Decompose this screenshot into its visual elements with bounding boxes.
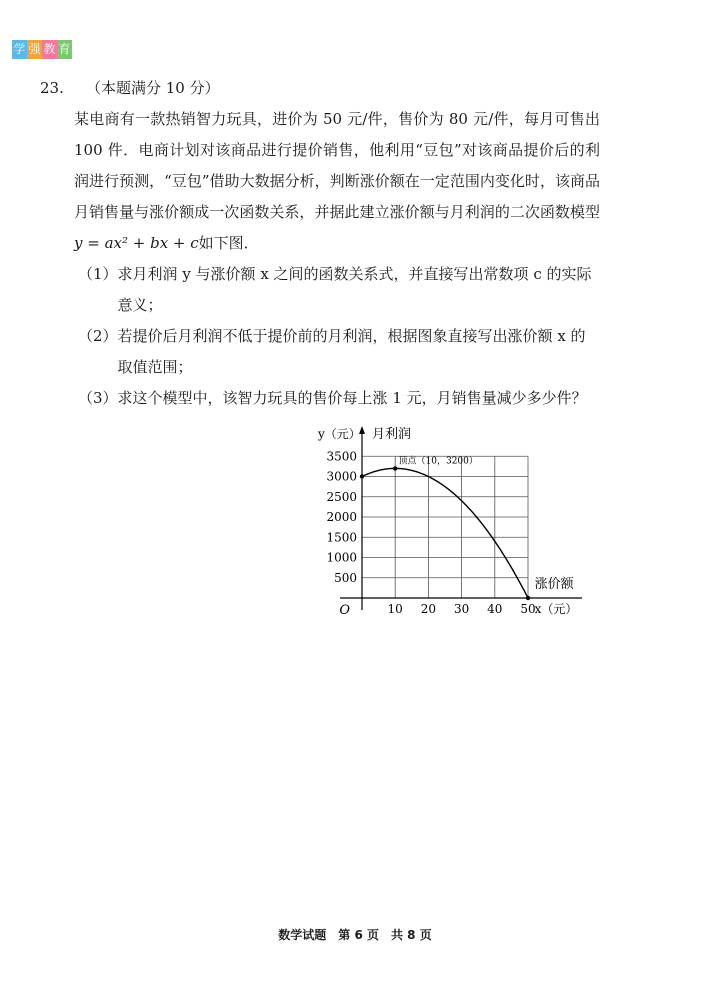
x-tick-label: 40 [487, 602, 503, 616]
sub-question-number: （3） [78, 389, 118, 407]
x-axis-name: 涨价额 [534, 577, 574, 592]
model-formula: y = ax² + bx + c [74, 234, 199, 252]
sub-question-text: 求这个模型中，该智力玩具的售价每上涨 1 元，月销售量减少多少件？ [117, 389, 587, 407]
question-header [40, 73, 600, 104]
x-tick-label: 50 [520, 602, 536, 616]
profit-chart-svg [310, 420, 600, 620]
y-tick-label: 1000 [326, 550, 357, 565]
question-body-text: 某电商有一款热销智力玩具，进价为 50 元/件，售价为 80 元/件，每月可售出 100 件．电商计划对该商品进行提价销售，他利用“豆包”对该商品提价后的利润进行预测，“豆包”借助大数据分析，判断涨价额在一定范围内变化时，该商品月销售量与涨价额成一次函数关系，并据此建立涨价额与月利润的二次函数模型 [74, 110, 600, 221]
page-footer: 数学试题 第 6 页 共 8 页 [278, 928, 432, 942]
y-tick-label: 2000 [326, 510, 357, 524]
x-tick-label: 20 [420, 602, 437, 616]
logo-char: 育 [57, 40, 72, 59]
y-tick-label: 2500 [326, 489, 357, 504]
question-score: （本题满分 10 分） [86, 79, 220, 97]
question-body [74, 104, 600, 259]
sub-question-2 [78, 321, 600, 383]
data-point [393, 466, 397, 470]
y-tick-label: 3500 [326, 449, 357, 464]
origin-label: O [339, 603, 350, 618]
logo-char: 教 [42, 40, 57, 59]
question-23 [40, 73, 600, 414]
brand-logo [12, 40, 72, 59]
y-tick-label: 1500 [326, 530, 357, 545]
sub-question-1 [78, 259, 600, 321]
data-point [526, 596, 530, 600]
logo-char: 强 [27, 40, 42, 59]
y-axis-name: 月利润 [372, 427, 412, 442]
sub-question-text: 若提价后月利润不低于提价前的月利润，根据图象直接写出涨价额 x 的取值范围； [117, 327, 586, 376]
profit-curve [362, 468, 528, 598]
logo-char: 学 [12, 40, 27, 59]
sub-question-text: 求月利润 y 与涨价额 x 之间的函数关系式，并直接写出常数项 c 的实际意义； [117, 265, 592, 314]
sub-question-number: （2） [78, 327, 118, 345]
data-point [360, 474, 364, 478]
x-tick-label: 10 [387, 602, 403, 616]
question-number: 23. [40, 79, 64, 97]
sub-question-number: （1） [78, 265, 118, 283]
sub-question-list [40, 259, 600, 414]
vertex-label: 顶点（10，3200） [398, 456, 478, 467]
y-tick-label: 500 [334, 570, 357, 585]
profit-chart [310, 420, 600, 624]
x-tick-label: 30 [453, 602, 470, 616]
question-body-end: 如下图． [198, 234, 259, 252]
y-axis-label: y（元） [318, 427, 361, 441]
x-axis-label: x（元） [534, 602, 578, 616]
y-tick-label: 3000 [326, 469, 357, 484]
sub-question-3 [78, 383, 600, 414]
